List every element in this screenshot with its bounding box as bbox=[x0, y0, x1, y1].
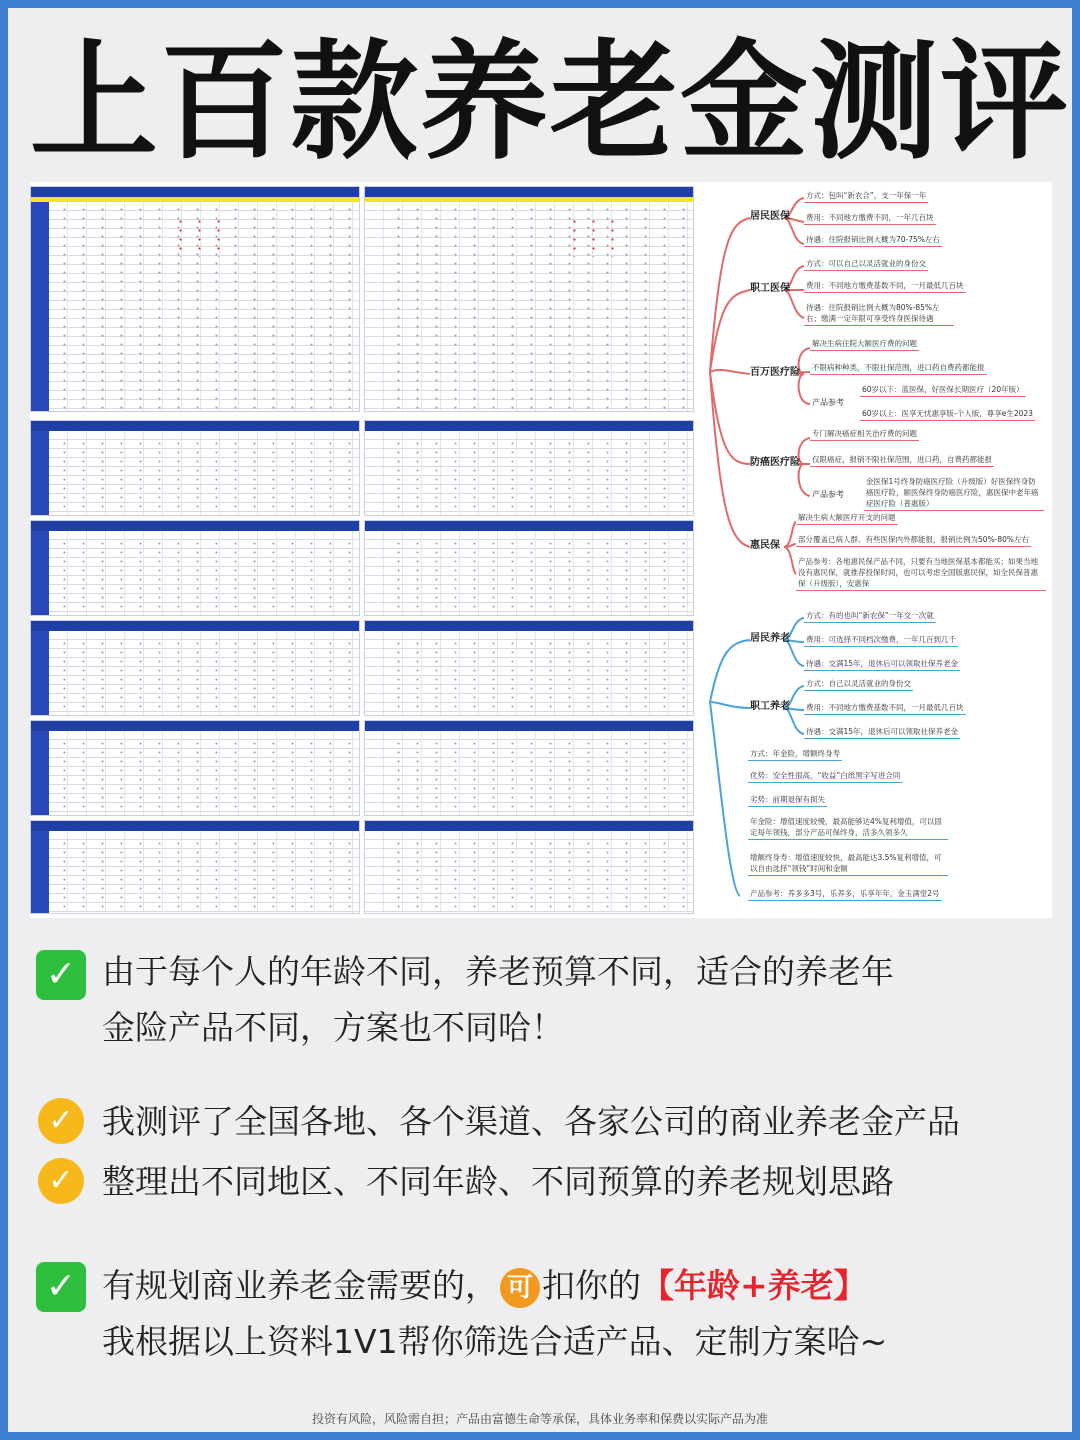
spreadsheet-thumbnail bbox=[364, 520, 694, 616]
bullet-4-line-1 bbox=[102, 1258, 1062, 1314]
mm-product-ref: 产品参考 bbox=[812, 398, 844, 407]
mm-leaf: 方式：包叫“新农合”，支一年保一年 bbox=[804, 190, 928, 203]
bullet-4-mid: 扣你的 bbox=[542, 1266, 641, 1305]
mm-leaf: 增额终身寿：增值速度较快，最高能达3.5%复利增值，可以自由选择“领钱”时间和金额 bbox=[748, 852, 948, 876]
mm-leaf: 金医保1号终身防癌医疗险（升级版）好医保终身防癌医疗险，颐医保终身防癌医疗险，惠医保中老年癌症医疗险（普惠版） bbox=[864, 476, 1044, 511]
mm-leaf: 解决生病住院大额医疗费的问题 bbox=[810, 338, 919, 351]
mm-leaf: 费用：不同地方缴费基数不同，一月最低几百块 bbox=[804, 702, 966, 715]
bullet-1-text bbox=[102, 944, 1062, 1056]
mm-node-employee-medical: 职工医保 bbox=[750, 283, 790, 294]
mm-leaf: 方式：自己以灵活就业的身份交 bbox=[804, 678, 913, 691]
mm-leaf: 方式：有的也叫“新农保”一年交一次就 bbox=[804, 610, 936, 623]
spreadsheet-thumbnail bbox=[30, 520, 360, 616]
bullet-4-text bbox=[102, 1258, 1062, 1370]
check-mark-icon: ✓ bbox=[36, 950, 86, 1000]
mm-leaf: 方式：年金险，增额终身寿 bbox=[748, 748, 842, 761]
spreadsheet-thumbnail bbox=[30, 820, 360, 914]
mm-leaf: 60岁以上：医享无忧惠享版-个人版，尊享e生2023 bbox=[860, 408, 1035, 421]
mm-leaf: 优势：安全性很高，“收益”白纸黑字写进合同 bbox=[748, 770, 902, 783]
spreadsheet-thumbnail bbox=[30, 420, 360, 516]
spreadsheet-thumbnail bbox=[30, 186, 360, 412]
mm-node-resident-medical: 居民医保 bbox=[750, 211, 790, 222]
bullet-1-line-1: 由于每个人的年龄不同，养老预算不同，适合的养老年 bbox=[102, 952, 894, 991]
mm-leaf: 产品参考：各地惠民保产品不同，只要有当地医保基本都能买；如果当地没有惠民保，就推荐投保时间，也可以考虑全国版惠民保，如全民保普惠保（升级版），安惠保 bbox=[796, 556, 1046, 591]
spreadsheet-thumbnail bbox=[364, 620, 694, 716]
mm-product-ref: 产品参考 bbox=[812, 490, 844, 499]
mind-map bbox=[700, 182, 1052, 918]
bullet-3 bbox=[36, 1154, 1056, 1210]
mm-node-resident-pension: 居民养老 bbox=[750, 633, 790, 644]
bullet-2-text: 我测评了全国各地、各个渠道、各家公司的商业养老金产品 bbox=[102, 1102, 960, 1141]
mm-leaf: 待遇：交满15年，退休后可以领取社保养老金 bbox=[804, 658, 960, 671]
mm-leaf: 年金险：增值速度较慢，最高能够达4%复利增值，可以固定每年领钱，部分产品可保终身，活多久领多久 bbox=[748, 816, 948, 840]
check-mark-icon: ✓ bbox=[36, 1262, 86, 1312]
bullet-4-line-2: 我根据以上资料1V1帮你筛选合适产品、定制方案哈~ bbox=[102, 1322, 888, 1361]
spreadsheet-thumbnail bbox=[30, 620, 360, 716]
mm-leaf: 仅限癌症，报销不限社保范围，进口药，自费药都能报 bbox=[810, 454, 994, 467]
bullet-1-line-2: 金险产品不同，方案也不同哈！ bbox=[102, 1008, 564, 1047]
mm-leaf: 待遇：住院报销比例大概为80%-85%左右；缴满一定年限可享受终身医保待遇 bbox=[804, 302, 954, 326]
mm-leaf: 待遇：交满15年，退休后可以领取社保养老金 bbox=[804, 726, 960, 739]
bullet-2 bbox=[36, 1094, 1056, 1150]
mm-node-huimin: 惠民保 bbox=[750, 540, 780, 551]
mm-leaf: 费用：可选择不同档次缴费，一年几百到几千 bbox=[804, 634, 958, 647]
mm-node-employee-pension: 职工养老 bbox=[750, 701, 790, 712]
mm-leaf: 费用：不同地方缴费基数不同，一月最低几百块 bbox=[804, 280, 966, 293]
bullet-3-text: 整理出不同地区、不同年龄、不同预算的养老规划思路 bbox=[102, 1162, 894, 1201]
ok-circle-icon: ✓ bbox=[38, 1098, 84, 1144]
mm-leaf: 方式：可以自己以灵活就业的身份交 bbox=[804, 258, 928, 271]
ok-circle-icon: ✓ bbox=[38, 1158, 84, 1204]
mm-leaf: 不限病种种类，不限社保范围，进口药自费药都能报 bbox=[810, 362, 987, 375]
ke-badge-icon: 可 bbox=[500, 1268, 540, 1308]
spreadsheet-thumbnail bbox=[364, 820, 694, 914]
bullet-4 bbox=[36, 1258, 1056, 1378]
keyword-highlight: 【年龄+养老】 bbox=[641, 1266, 867, 1305]
mm-node-cancer-medical: 防癌医疗险 bbox=[750, 457, 800, 468]
mm-leaf: 产品参考：养多多3号，乐养多，乐享年年，金玉满堂2号 bbox=[748, 888, 942, 901]
mm-leaf: 劣势：前期退保有损失 bbox=[748, 794, 827, 807]
bullet-1 bbox=[36, 944, 1056, 1064]
spreadsheet-collage bbox=[30, 182, 698, 918]
disclaimer-footer: 投资有风险，风险需自担；产品由富德生命等承保，具体业务率和保费以实际产品为准 bbox=[311, 1412, 768, 1426]
page-title: 上百款养老金测评 bbox=[30, 28, 1071, 177]
spreadsheet-thumbnail bbox=[364, 720, 694, 816]
mm-leaf: 60岁以下：蓝医保，好医保长期医疗（20年版） bbox=[860, 384, 1026, 397]
spreadsheet-thumbnail bbox=[364, 186, 694, 412]
spreadsheet-thumbnail bbox=[30, 720, 360, 816]
mm-leaf: 部分覆盖已病人群、有些医保内外都能报，报销比例为50%-80%左右 bbox=[796, 534, 1031, 547]
collage-image bbox=[30, 182, 1052, 918]
mm-leaf: 待遇：住院报销比例大概为70-75%左右 bbox=[804, 234, 942, 247]
mm-leaf: 专门解决癌症相关治疗费的问题 bbox=[810, 428, 919, 441]
spreadsheet-thumbnail bbox=[364, 420, 694, 516]
mm-leaf: 解决生病大额医疗开支的问题 bbox=[796, 512, 898, 525]
mm-leaf: 费用：不同地方缴费不同，一年几百块 bbox=[804, 212, 936, 225]
bullet-4-prefix: 有规划商业养老金需要的， bbox=[102, 1266, 498, 1305]
mm-node-million-medical: 百万医疗险 bbox=[750, 367, 800, 378]
